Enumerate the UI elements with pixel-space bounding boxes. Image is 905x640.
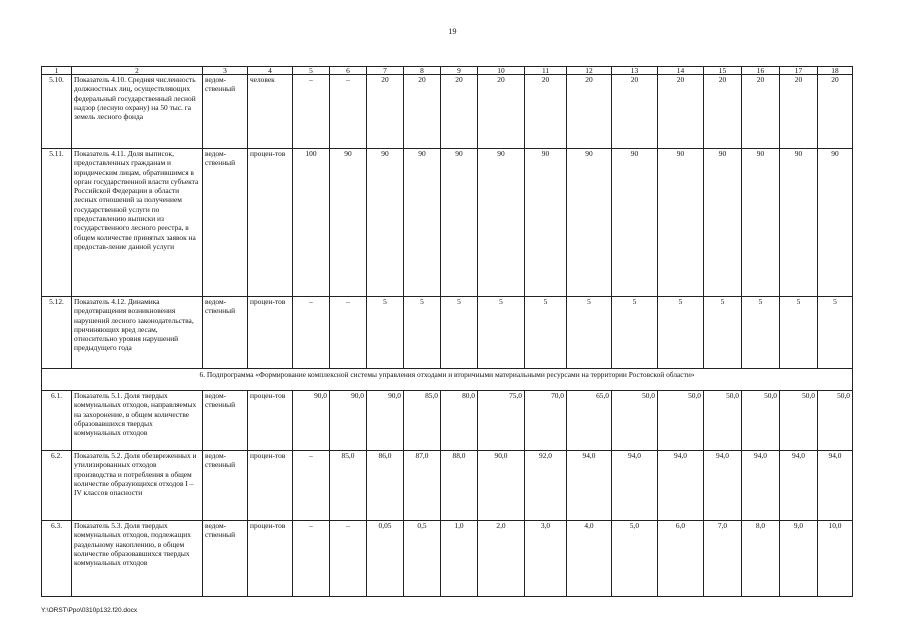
table-row	[42, 451, 853, 521]
value-cell: 90,0	[330, 391, 367, 451]
value-cell: 50,0	[704, 391, 742, 451]
row-number: 5.10.	[42, 75, 72, 149]
header-cell: 10	[478, 67, 525, 75]
value-cell: 5	[818, 297, 853, 369]
value-cell: 94,0	[612, 451, 658, 521]
value-cell: 5	[367, 297, 404, 369]
indicator-name: Показатель 4.12. Динамика предотвращения возникновения нарушений лесного законодательства, причиняющих вред лесам, относительно уровня нарушений предыдущего года	[72, 297, 203, 369]
value-cell: 94,0	[780, 451, 818, 521]
value-cell: 90	[780, 149, 818, 297]
header-cell: 18	[818, 67, 853, 75]
value-cell: 94,0	[658, 451, 704, 521]
value-cell: 7,0	[704, 521, 742, 597]
table-row	[42, 521, 853, 597]
indicator-name: Показатель 5.1. Доля твердых коммунальных отходов, направляемых на захоронение, в общем количестве образовавшихся твердых коммунальных отходов	[72, 391, 203, 451]
executor-type: ведом-ственный	[203, 451, 248, 521]
footer-file-path: Y:\ORST\Ppo\0310p132.f20.docx	[41, 607, 138, 614]
value-cell: –	[293, 521, 330, 597]
value-cell: 94,0	[818, 451, 853, 521]
value-cell: 3,0	[525, 521, 567, 597]
value-cell: 5	[742, 297, 780, 369]
value-cell: 87,0	[404, 451, 441, 521]
value-cell: 75,0	[478, 391, 525, 451]
value-cell: 94,0	[704, 451, 742, 521]
value-cell: 20	[404, 75, 441, 149]
value-cell: 20	[567, 75, 612, 149]
value-cell: –	[293, 297, 330, 369]
header-cell: 3	[203, 67, 248, 75]
value-cell: 90,0	[478, 451, 525, 521]
indicator-name: Показатель 5.3. Доля твердых коммунальных отходов, подлежащих раздельному накоплению, в общем количестве образовавшихся твердых коммунальных отходов	[72, 521, 203, 597]
section-title: 6. Подпрограмма «Формирование комплексной системы управления отходами и вторичными материальными ресурсами на территории Ростовской области»	[42, 369, 853, 391]
unit-of-measure: человек	[248, 75, 293, 149]
value-cell: 10,0	[818, 521, 853, 597]
value-cell: 90	[567, 149, 612, 297]
value-cell: 20	[612, 75, 658, 149]
value-cell: 0,05	[367, 521, 404, 597]
value-cell: 94,0	[742, 451, 780, 521]
value-cell: 92,0	[525, 451, 567, 521]
header-cell: 17	[780, 67, 818, 75]
value-cell: 50,0	[780, 391, 818, 451]
value-cell: 90	[404, 149, 441, 297]
value-cell: 20	[367, 75, 404, 149]
value-cell: –	[330, 521, 367, 597]
header-cell: 13	[612, 67, 658, 75]
unit-of-measure: процен-тов	[248, 297, 293, 369]
value-cell: –	[293, 451, 330, 521]
row-number: 6.1.	[42, 391, 72, 451]
value-cell: 85,0	[330, 451, 367, 521]
header-cell: 12	[567, 67, 612, 75]
unit-of-measure: процен-тов	[248, 521, 293, 597]
value-cell: –	[330, 297, 367, 369]
header-cell: 16	[742, 67, 780, 75]
value-cell: 100	[293, 149, 330, 297]
value-cell: –	[293, 75, 330, 149]
unit-of-measure: процен-тов	[248, 391, 293, 451]
value-cell: 90	[704, 149, 742, 297]
value-cell: 20	[704, 75, 742, 149]
header-cell: 14	[658, 67, 704, 75]
value-cell: 65,0	[567, 391, 612, 451]
value-cell: 50,0	[658, 391, 704, 451]
table-row	[42, 75, 853, 149]
value-cell: 5	[704, 297, 742, 369]
value-cell: 86,0	[367, 451, 404, 521]
value-cell: 90,0	[367, 391, 404, 451]
value-cell: 2,0	[478, 521, 525, 597]
header-cell: 5	[293, 67, 330, 75]
header-row	[42, 67, 853, 75]
value-cell: 90	[367, 149, 404, 297]
value-cell: 4,0	[567, 521, 612, 597]
value-cell: 90	[441, 149, 478, 297]
header-cell: 1	[42, 67, 72, 75]
header-cell: 8	[404, 67, 441, 75]
value-cell: 70,0	[525, 391, 567, 451]
table-row	[42, 297, 853, 369]
value-cell: 5,0	[612, 521, 658, 597]
value-cell: 6,0	[658, 521, 704, 597]
executor-type: ведом-ственный	[203, 149, 248, 297]
unit-of-measure: процен-тов	[248, 149, 293, 297]
value-cell: 5	[441, 297, 478, 369]
executor-type: ведом-ственный	[203, 521, 248, 597]
value-cell: 20	[818, 75, 853, 149]
value-cell: 20	[780, 75, 818, 149]
value-cell: 20	[441, 75, 478, 149]
value-cell: 5	[525, 297, 567, 369]
value-cell: 90	[525, 149, 567, 297]
value-cell: 50,0	[612, 391, 658, 451]
value-cell: 1,0	[441, 521, 478, 597]
indicators-table	[41, 66, 853, 597]
value-cell: 20	[525, 75, 567, 149]
value-cell: 90	[330, 149, 367, 297]
value-cell: 20	[742, 75, 780, 149]
executor-type: ведом-ственный	[203, 391, 248, 451]
row-number: 5.11.	[42, 149, 72, 297]
table-row	[42, 149, 853, 297]
page-number: 19	[448, 27, 457, 36]
header-cell: 9	[441, 67, 478, 75]
value-cell: 5	[404, 297, 441, 369]
row-number: 5.12.	[42, 297, 72, 369]
value-cell: 5	[658, 297, 704, 369]
value-cell: 80,0	[441, 391, 478, 451]
header-cell: 2	[72, 67, 203, 75]
value-cell: 90	[818, 149, 853, 297]
header-cell: 15	[704, 67, 742, 75]
value-cell: 5	[567, 297, 612, 369]
value-cell: 90	[612, 149, 658, 297]
header-cell: 7	[367, 67, 404, 75]
value-cell: 50,0	[742, 391, 780, 451]
value-cell: 90	[742, 149, 780, 297]
value-cell: 9,0	[780, 521, 818, 597]
indicator-name: Показатель 4.11. Доля выписок, предоставленных гражданам и юридическим лицам, обратившимся в орган государственной власти субъекта Российской Федерации в области лесных отношений за получением государственной услуги по предоставлению выписки из государственного лесного реестра, в общем количестве принятых заявок на предостав-ление данной услуги	[72, 149, 203, 297]
value-cell: 20	[658, 75, 704, 149]
value-cell: 8,0	[742, 521, 780, 597]
indicator-name: Показатель 5.2. Доля обезвреженных и утилизированных отходов производства и потребления в общем количестве образующихся отходов I – IV классов опасности	[72, 451, 203, 521]
value-cell: 85,0	[404, 391, 441, 451]
value-cell: 90,0	[293, 391, 330, 451]
value-cell: 94,0	[567, 451, 612, 521]
executor-type: ведом-ственный	[203, 297, 248, 369]
value-cell: 90	[478, 149, 525, 297]
row-number: 6.2.	[42, 451, 72, 521]
executor-type: ведом-ственный	[203, 75, 248, 149]
header-cell: 6	[330, 67, 367, 75]
table-row	[42, 391, 853, 451]
row-number: 6.3.	[42, 521, 72, 597]
value-cell: 5	[612, 297, 658, 369]
value-cell: 5	[478, 297, 525, 369]
indicator-name: Показатель 4.10. Средняя численность должностных лиц, осуществляющих федеральный государственный лесной надзор (лесную охрану) на 50 тыс. га земель лесного фонда	[72, 75, 203, 149]
value-cell: 0,5	[404, 521, 441, 597]
value-cell: 5	[780, 297, 818, 369]
value-cell: 88,0	[441, 451, 478, 521]
value-cell: 50,0	[818, 391, 853, 451]
header-cell: 11	[525, 67, 567, 75]
section-row	[42, 369, 853, 391]
value-cell: 20	[478, 75, 525, 149]
value-cell: 90	[658, 149, 704, 297]
unit-of-measure: процен-тов	[248, 451, 293, 521]
header-cell: 4	[248, 67, 293, 75]
value-cell: –	[330, 75, 367, 149]
